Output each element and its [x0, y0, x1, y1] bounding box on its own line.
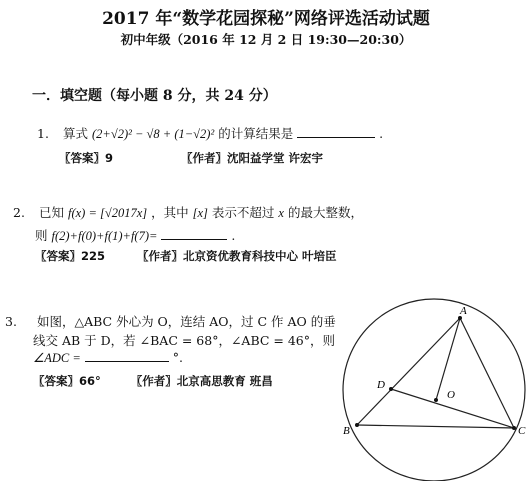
question-end: . — [231, 228, 236, 243]
author-label: 〖作者〗沈阳益学堂 许宏宇 — [181, 151, 324, 165]
question-lead: 则 — [35, 228, 48, 243]
question-tail: 的计算结果是 — [218, 126, 294, 141]
label-b: B — [343, 425, 350, 437]
answer-label: 〖答案〗9 — [59, 151, 114, 165]
question-number: 2. — [13, 205, 25, 220]
author-label: 〖作者〗北京资优教育科技中心 叶培臣 — [137, 249, 337, 263]
question-number: 1. — [37, 126, 49, 141]
label-d: D — [377, 379, 385, 391]
floor-bracket: [x] — [192, 206, 208, 220]
question-text: 如图，△ABC 外心为 O，连结 AO，过 C 作 AO 的垂 — [36, 314, 336, 329]
point-b — [355, 423, 359, 427]
question-end: °. — [172, 350, 183, 365]
circumcircle — [343, 299, 525, 481]
question-text: 表示不超过 — [211, 205, 275, 220]
page-title: 2017 年“数学花园探秘”网络评选活动试题 — [102, 9, 430, 29]
section-heading: 一．填空题（每小题 8 分，共 24 分） — [32, 88, 277, 104]
question-expression: f(x) = [√2017x] — [67, 206, 148, 220]
label-a: A — [460, 305, 467, 317]
answer-label: 〖答案〗66° — [33, 374, 101, 388]
question-expression: f(2)+f(0)+f(1)+f(7)= — [51, 229, 158, 243]
variable: x — [278, 206, 284, 220]
answer-label: 〖答案〗225 — [35, 249, 106, 263]
question-text: ，其中 — [151, 205, 189, 220]
question-expression: ∠ADC = — [33, 351, 81, 365]
point-d — [389, 387, 393, 391]
point-o — [434, 398, 438, 402]
question-lead: 算式 — [62, 126, 88, 141]
point-c — [512, 426, 516, 430]
question-end: . — [379, 126, 384, 141]
question-text: 线交 AB 于 D，若 ∠BAC = 68°，∠ABC = 46°，则 — [33, 333, 336, 348]
page-subtitle: 初中年级（2016 年 12 月 2 日 19:30—20:30） — [120, 32, 412, 47]
question-number: 3. — [5, 314, 17, 329]
author-label: 〖作者〗北京高思教育 班昌 — [130, 374, 273, 388]
label-o: O — [447, 389, 455, 401]
question-text: 的最大整数， — [287, 205, 363, 220]
question-expression: (2+√2)² − √8 + (1−√2)² — [91, 127, 215, 141]
question-lead: 已知 — [38, 205, 64, 220]
label-c: C — [518, 425, 526, 437]
side-bc — [357, 425, 514, 428]
